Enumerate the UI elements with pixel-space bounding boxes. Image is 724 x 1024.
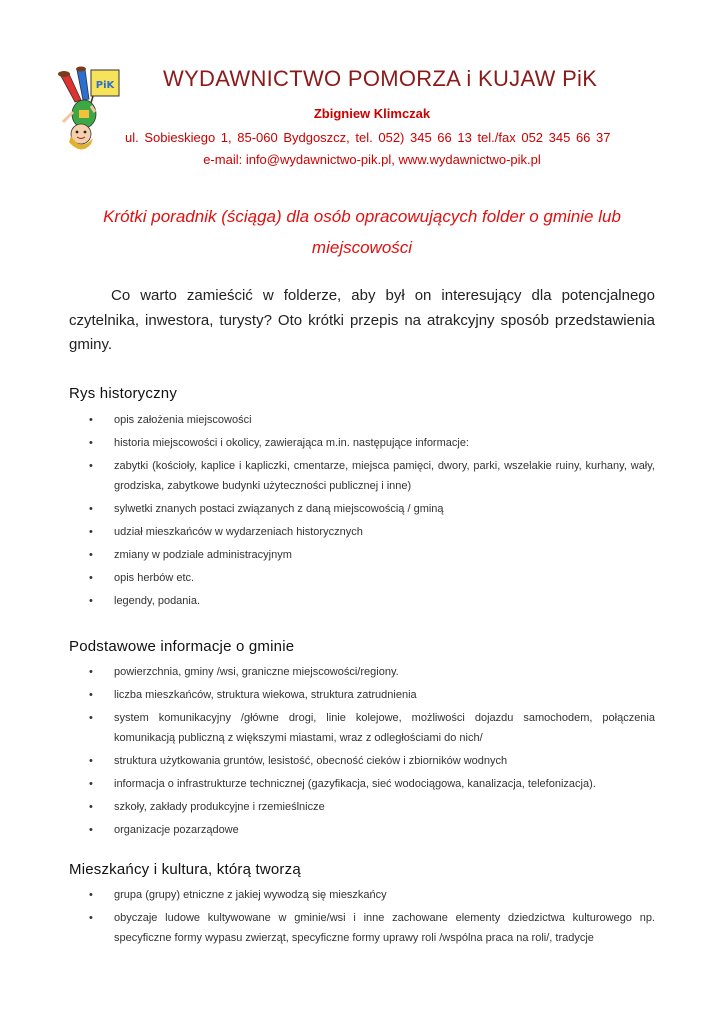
list-item: • sylwetki znanych postaci związanych z daną miejscowością / gminą (69, 499, 655, 519)
bullet-icon: • (89, 912, 93, 924)
bullet-icon: • (89, 689, 93, 701)
bullet-icon: • (89, 503, 93, 515)
bullet-icon: • (89, 712, 93, 724)
section-heading: Rys historyczny (69, 385, 178, 402)
list-item: • opis herbów etc. (69, 568, 655, 588)
list-item: • powierzchnia, gminy /wsi, graniczne miejscowości/regiony. (69, 662, 655, 682)
bullet-icon: • (89, 526, 93, 538)
bullet-icon: • (89, 801, 93, 813)
bullet-icon: • (89, 666, 93, 678)
publisher-address: ul. Sobieskiego 1, 85-060 Bydgoszcz, tel. 052) 345 66 13 tel./fax 052 345 66 37 (125, 130, 611, 145)
publisher-contact: e-mail: info@wydawnictwo-pik.pl, www.wydawnictwo-pik.pl (203, 152, 541, 167)
publisher-person: Zbigniew Klimczak (313, 106, 431, 121)
bullet-icon: • (89, 572, 93, 584)
list-item: • udział mieszkańców w wydarzeniach historycznych (69, 522, 655, 542)
bullet-icon: • (89, 824, 93, 836)
list-item: • liczba mieszkańców, struktura wiekowa, struktura zatrudnienia (69, 685, 655, 705)
list-item: • historia miejscowości i okolicy, zawierająca m.in. następujące informacje: (69, 433, 655, 453)
section-heading: Mieszkańcy i kultura, którą tworzą (69, 861, 301, 878)
publisher-name: WYDAWNICTWO POMORZA i KUJAW PiK (163, 66, 598, 91)
bullet-icon: • (89, 778, 93, 790)
list-item: • legendy, podania. (69, 591, 655, 611)
bullet-icon: • (89, 595, 93, 607)
bullet-icon: • (89, 549, 93, 561)
list-item: • zmiany w podziale administracyjnym (69, 545, 655, 565)
intro-paragraph: Co warto zamieścić w folderze, aby był on interesujący dla potencjalnego czytelnika, inwestora, turysty? Oto krótki przepis na atrakcyjny sposób przedstawienia gminy. (69, 287, 655, 353)
list-item: • szkoły, zakłady produkcyjne i rzemieślnicze (69, 797, 655, 817)
bullet-icon: • (89, 437, 93, 449)
logo-sign-text: PiK (95, 80, 115, 91)
bullet-icon: • (89, 755, 93, 767)
section-heading: Podstawowe informacje o gminie (69, 638, 295, 655)
section-residents-culture (69, 861, 655, 948)
list-item: • organizacje pozarządowe (69, 820, 655, 840)
list-item: • informacja o infrastrukturze technicznej (gazyfikacja, sieć wodociągowa, kanalizacja, telefonizacja). (69, 774, 655, 794)
bullet-icon: • (89, 460, 93, 472)
document-title: Krótki poradnik (ściąga) dla osób opracowujących folder o gminie lub miejscowości (103, 207, 621, 257)
list-item: • obyczaje ludowe kultywowane w gminie/wsi i inne zachowane elementy dziedzictwa kulturowego np. specyficzne formy wypasu zwierząt, specyficzne formy uprawy roli /wspólna praca na roli/, tradycje (69, 908, 655, 948)
list-item: • grupa (grupy) etniczne z jakiej wywodzą się mieszkańcy (69, 885, 655, 905)
list-item: • system komunikacyjny /główne drogi, linie kolejowe, możliwości dojazdu samochodem, połączenia komunikacją publiczną z większymi miastami, wraz z odległościami do nich/ (69, 708, 655, 748)
bullet-icon: • (89, 414, 93, 426)
list-item: • struktura użytkowania gruntów, lesistość, obecność cieków i zbiorników wodnych (69, 751, 655, 771)
section-basic-info (69, 638, 655, 840)
bullet-list (69, 662, 655, 840)
bullet-icon: • (89, 889, 93, 901)
section-historical-outline (69, 385, 655, 611)
list-item: • opis założenia miejscowości (69, 410, 655, 430)
bullet-list (69, 410, 655, 611)
bullet-list (69, 885, 655, 948)
list-item: • zabytki (kościoły, kaplice i kapliczki, cmentarze, miejsca pamięci, dwory, parki, wszelakie ruiny, kurhany, wały, grodziska, zabytkowe budynki użyteczności publicznej i inne) (69, 456, 655, 496)
